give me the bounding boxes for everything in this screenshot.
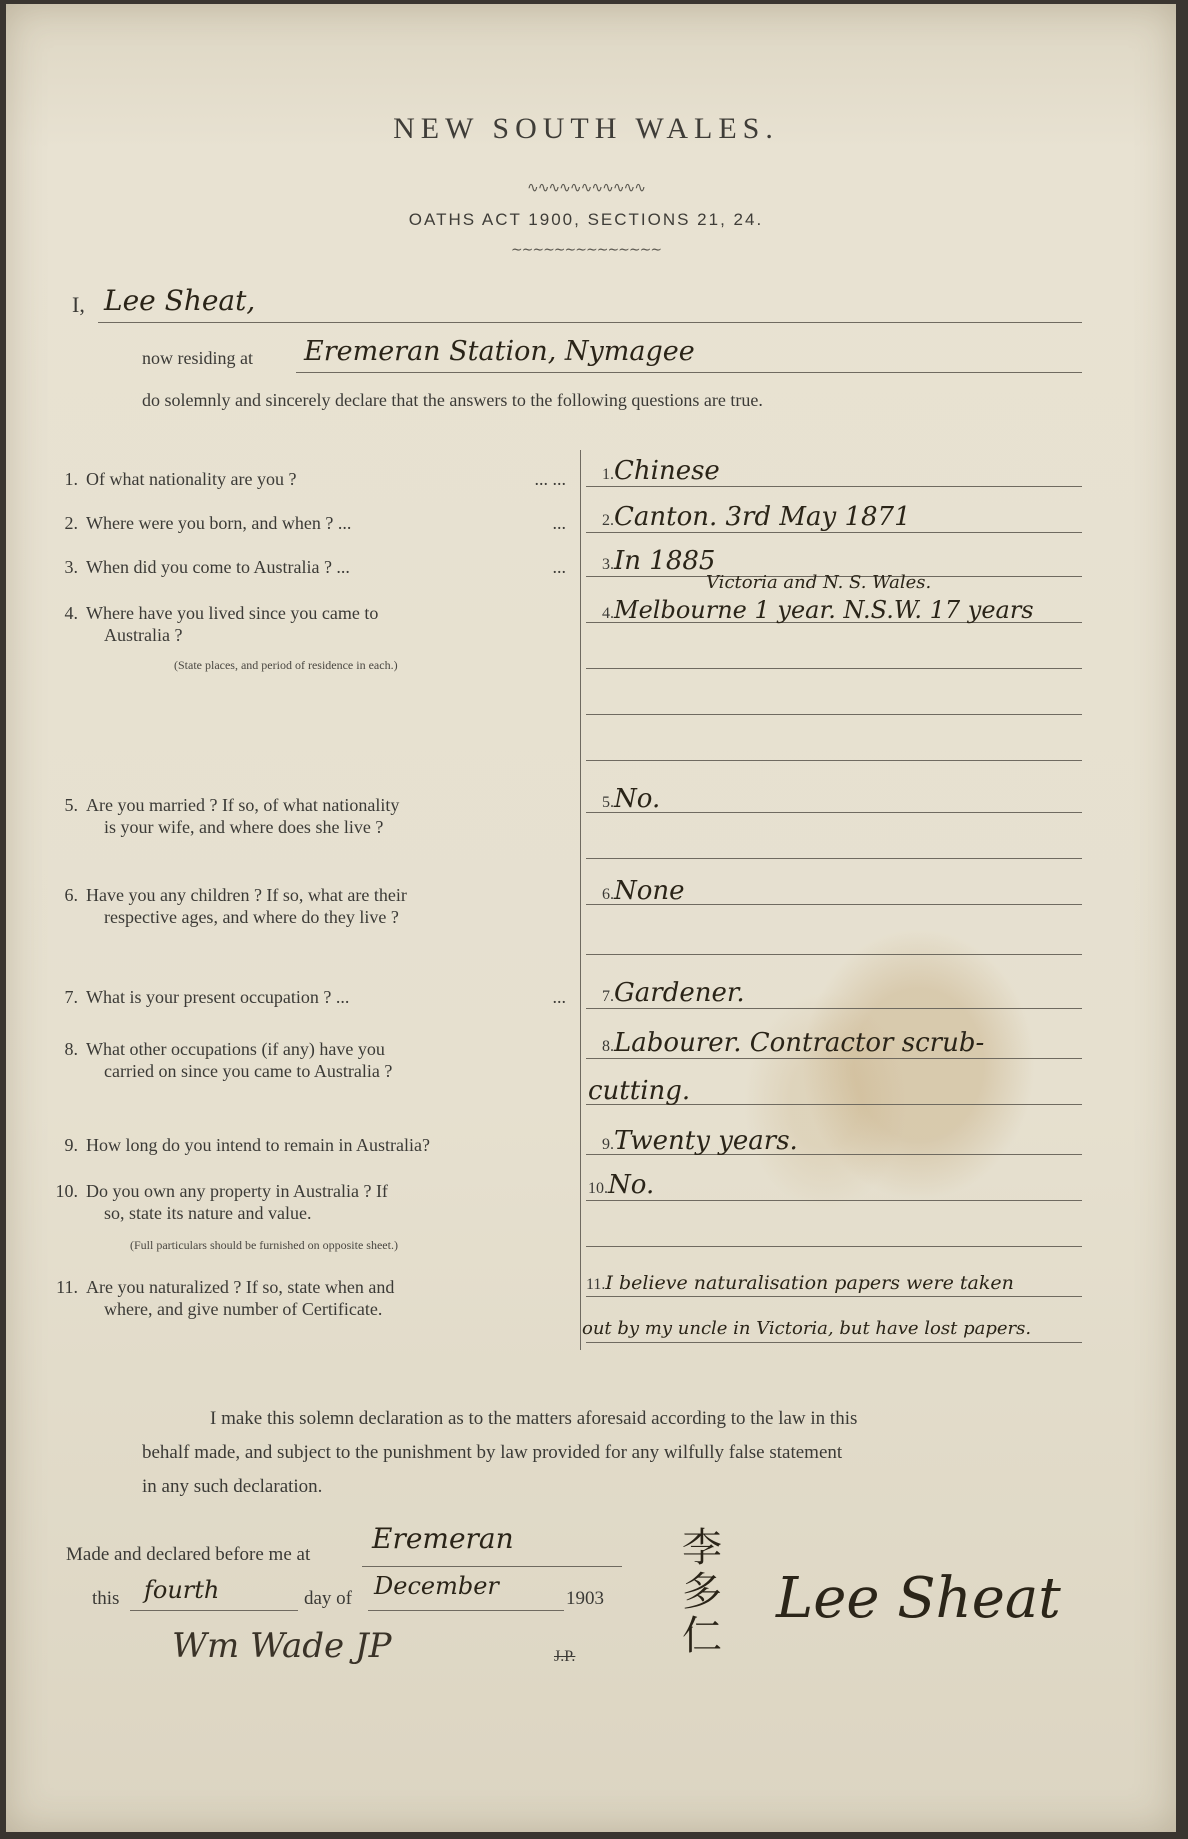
chinese-signature: 李 多 仁 — [682, 1525, 722, 1659]
question-11: 11. Are you naturalized ? If so, state when and where, and give number of Certificate. — [56, 1277, 395, 1319]
answer-line-5b — [586, 858, 1082, 859]
answer-line-2 — [586, 532, 1082, 533]
question-2: 2. Where were you born, and when ? ... ... — [64, 513, 566, 533]
answer-line-5 — [586, 812, 1082, 813]
answer-line-4b — [586, 668, 1082, 669]
question-10-note: (Full particulars should be furnished on opposite sheet.) — [130, 1238, 398, 1252]
answer-8: 8.Labourer. Contractor scrub- — [602, 1028, 985, 1058]
month-line — [368, 1610, 564, 1611]
day-line — [130, 1610, 298, 1611]
made-place: Eremeran — [372, 1522, 514, 1555]
residing-label: now residing at — [142, 348, 253, 368]
column-divider — [580, 450, 581, 1350]
declaration-text: I make this solemn declaration as to the matters aforesaid according to the law in this behalf made, and subject to the punishment by law provided for any wilfully false statement in any such declaration. — [142, 1408, 858, 1497]
day-of-label: day of — [304, 1588, 353, 1609]
answer-2: 2.Canton. 3rd May 1871 — [602, 502, 911, 532]
answer-line-8 — [586, 1058, 1082, 1059]
answer-line-4c — [586, 714, 1082, 715]
answer-11: 11.I believe naturalisation papers were taken — [586, 1272, 1014, 1294]
name-line — [98, 322, 1082, 323]
question-5: 5. Are you married ? If so, of what nationality is your wife, and where does she live ? — [64, 795, 400, 837]
jp-label: J.P. — [554, 1648, 576, 1665]
question-1: 1. Of what nationality are you ? ... ... — [64, 469, 566, 489]
answer-line-11b — [586, 1342, 1082, 1343]
made-day: fourth — [144, 1576, 220, 1604]
form-subtitle: OATHS ACT 1900, SECTIONS 21, 24. — [408, 210, 764, 229]
made-month: December — [374, 1572, 499, 1600]
answer-1: 1.Chinese — [602, 456, 720, 486]
answer-4: 4.Melbourne 1 year. N.S.W. 17 years — [602, 596, 1034, 624]
answer-line-10 — [586, 1200, 1082, 1201]
answer-4-above: Victoria and N. S. Wales. — [706, 572, 932, 593]
this-label: this — [92, 1588, 120, 1609]
witness-signature: Wm Wade JP — [172, 1626, 392, 1666]
made-declared-label: Made and declared before me at — [66, 1544, 311, 1565]
question-10: 10. Do you own any property in Australia ? If so, state its nature and value. — [55, 1181, 388, 1223]
declarant-prefix: I, — [72, 292, 85, 317]
answer-line-11 — [586, 1296, 1082, 1297]
declarant-name: Lee Sheat, — [104, 284, 256, 317]
answer-line-1 — [586, 486, 1082, 487]
question-7: 7. What is your present occupation ? ... ... — [64, 987, 566, 1007]
question-3: 3. When did you come to Australia ? ... ... — [64, 557, 566, 577]
ornament-top: ∿∿∿∿∿∿∿∿∿∿∿ — [526, 181, 646, 196]
place-line — [362, 1566, 622, 1567]
declaration-form — [6, 4, 1176, 1832]
question-4: 4. Where have you lived since you came to Australia ? — [64, 603, 379, 645]
ornament-bottom: ∼∼∼∼∼∼∼∼∼∼∼∼∼∼ — [510, 243, 662, 258]
answer-line-10b — [586, 1246, 1082, 1247]
residence: Eremeran Station, Nymagee — [304, 336, 695, 367]
question-4-note: (State places, and period of residence in each.) — [174, 658, 398, 672]
made-year: 1903 — [566, 1588, 604, 1609]
answer-6: 6.None — [602, 876, 685, 906]
form-title: NEW SOUTH WALES. — [393, 112, 779, 145]
answer-9: 9.Twenty years. — [602, 1126, 798, 1156]
answer-line-6b — [586, 954, 1082, 955]
declarant-signature: Lee Sheat — [776, 1566, 1061, 1631]
residence-line — [296, 372, 1082, 373]
answer-11-cont: out by my uncle in Victoria, but have lost papers. — [582, 1318, 1032, 1339]
answer-10: 10.No. — [588, 1170, 655, 1200]
answer-8-cont: cutting. — [588, 1076, 691, 1106]
question-6: 6. Have you any children ? If so, what are their respective ages, and where do they live ? — [64, 885, 407, 927]
answer-line-7 — [586, 1008, 1082, 1009]
answer-3: 3.In 1885 — [602, 546, 716, 576]
question-8: 8. What other occupations (if any) have you carried on since you came to Australia ? — [64, 1039, 393, 1081]
solemn-statement: do solemnly and sincerely declare that the answers to the following questions are true. — [142, 390, 763, 410]
answer-5: 5.No. — [602, 784, 661, 814]
question-9: 9. How long do you intend to remain in Australia? — [64, 1135, 430, 1155]
answer-line-4d — [586, 760, 1082, 761]
answer-7: 7.Gardener. — [602, 978, 745, 1008]
